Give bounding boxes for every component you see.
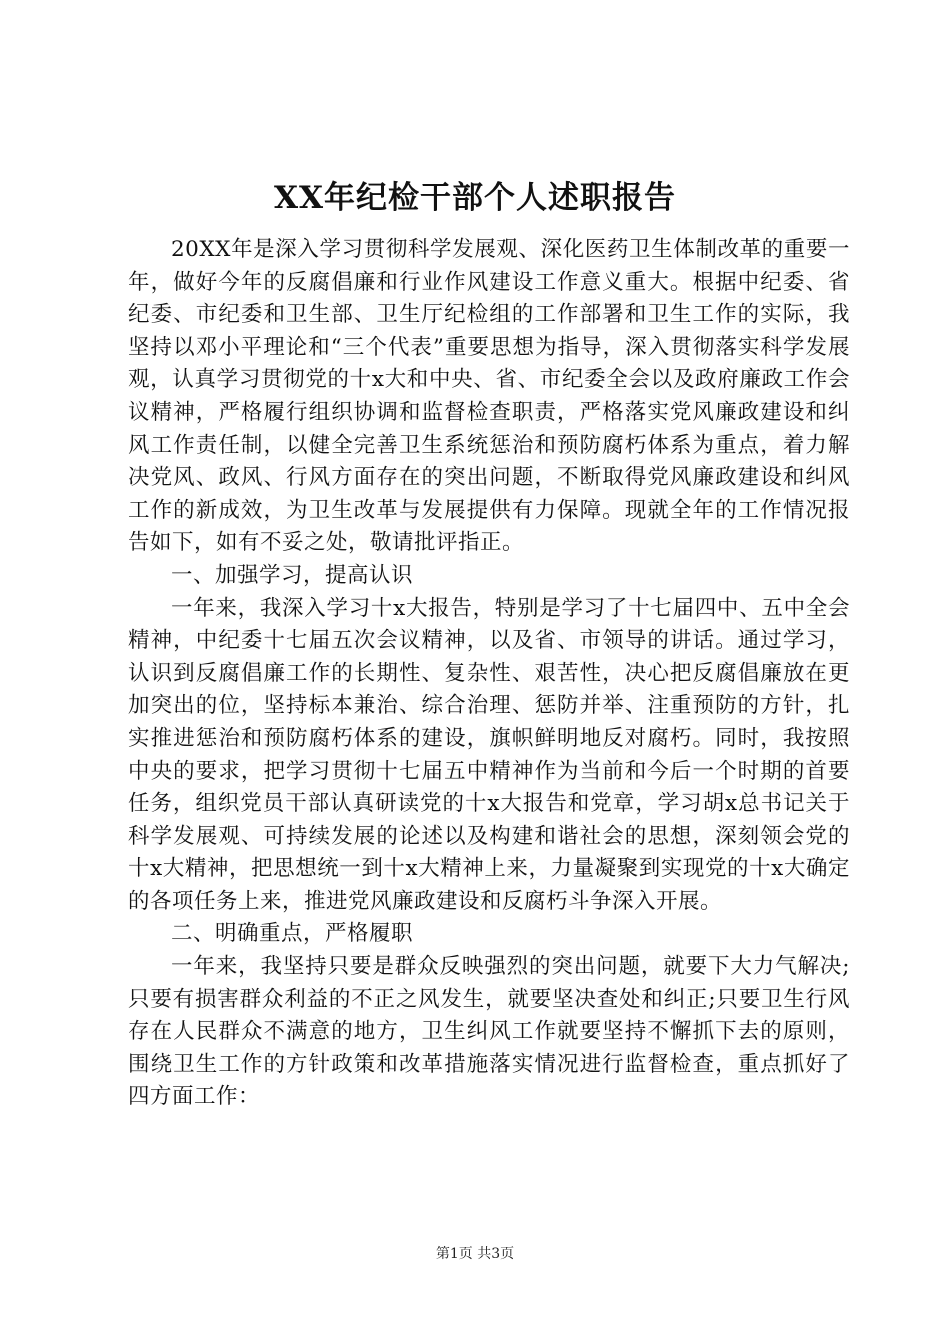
document-title: XX年纪检干部个人述职报告	[273, 180, 677, 216]
document-body	[128, 234, 850, 1114]
section-2-paragraph: 一年来，我坚持只要是群众反映强烈的突出问题，就要下大力气解决;只要有损害群众利益的不正之风发生，就要坚决查处和纠正;只要卫生行风存在人民群众不满意的地方，卫生纠风工作就要坚持不懈抓下去的原则，围绕卫生工作的方针政策和改革措施落实情况进行监督检查，重点抓好了四方面工作：	[128, 954, 850, 1110]
intro-paragraph: 20XX年是深入学习贯彻科学发展观、深化医药卫生体制改革的重要一年，做好今年的反腐倡廉和行业作风建设工作意义重大。根据中纪委、省纪委、市纪委和卫生部、卫生厅纪检组的工作部署和卫生工作的实际，我坚持以邓小平理论和“三个代表”重要思想为指导，深入贯彻落实科学发展观，认真学习贯彻党的十x大和中央、省、市纪委全会以及政府廉政工作会议精神，严格履行组织协调和监督检查职责，严格落实党风廉政建设和纠风工作责任制，以健全完善卫生系统惩治和预防腐朽体系为重点，着力解决党风、政风、行风方面存在的突出问题，不断取得党风廉政建设和纠风工作的新成效，为卫生改革与发展提供有力保障。现就全年的工作情况报告如下，如有不妥之处，敬请批评指正。	[128, 237, 850, 556]
section-1-paragraph: 一年来，我深入学习十x大报告，特别是学习了十七届四中、五中全会精神，中纪委十七届五次会议精神，以及省、市领导的讲话。通过学习，认识到反腐倡廉工作的长期性、复杂性、艰苦性，决心把反腐倡廉放在更加突出的位，坚持标本兼治、综合治理、惩防并举、注重预防的方针，扎实推进惩治和预防腐朽体系的建设，旗帜鲜明地反对腐朽。同时，我按照中央的要求，把学习贯彻十七届五中精神作为当前和今后一个时期的首要任务，组织党员干部认真研读党的十x大报告和党章，学习胡x总书记关于科学发展观、可持续发展的论述以及构建和谐社会的思想，深刻领会党的十x大精神，把思想统一到十x大精神上来，力量凝聚到实现党的十x大确定的各项任务上来，推进党风廉政建设和反腐朽斗争深入开展。	[128, 595, 850, 914]
section-heading-2: 二、明确重点，严格履职	[171, 921, 414, 947]
page-footer: 第1页 共3页	[435, 1246, 515, 1262]
section-heading-1: 一、加强学习，提高认识	[171, 562, 414, 588]
